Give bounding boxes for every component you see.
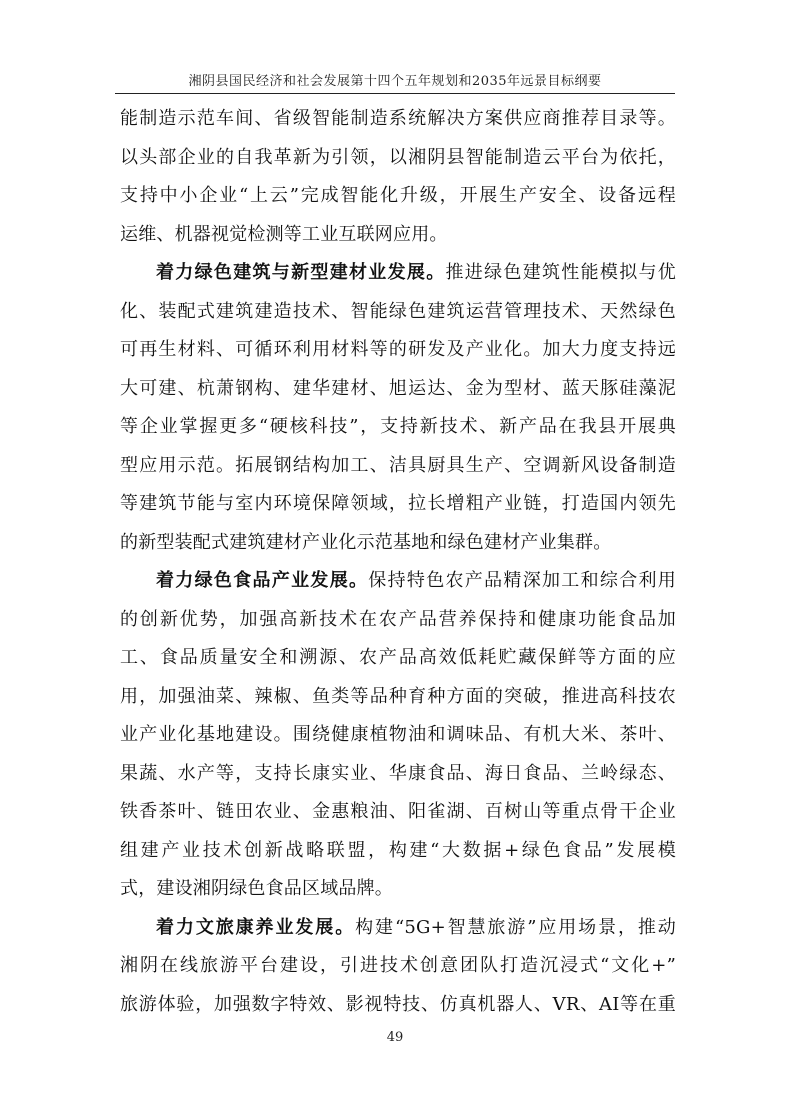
- paragraph-green-building: [120, 254, 676, 562]
- document-body: [120, 100, 676, 1024]
- text-run: 构建“5G+智慧旅游”应用场景，推动: [355, 916, 677, 938]
- text-line: 组建产业技术创新战略联盟，构建“大数据+绿色食品”发展模: [120, 839, 676, 861]
- paragraph-heading: 着力绿色建筑与新型建材业发展。: [156, 262, 446, 283]
- text-line: 化、装配式建筑建造技术、智能绿色建筑运营管理技术、天然绿色: [120, 300, 676, 322]
- text-line: 业产业化基地建设。围绕健康植物油和调味品、有机大米、茶叶、: [120, 724, 676, 745]
- text-line: 等建筑节能与室内环境保障领域，拉长增粗产业链，打造国内领先: [120, 493, 676, 514]
- paragraph-green-food: [120, 562, 676, 909]
- running-header: 湘阴县国民经济和社会发展第十四个五年规划和2035年远景目标纲要: [188, 74, 602, 89]
- paragraph-culture-tourism: [120, 909, 676, 1025]
- text-run: 推进绿色建筑性能模拟与优: [445, 262, 676, 283]
- text-line: 果蔬、水产等，支持长康实业、华康食品、海日食品、兰岭绿态、: [120, 762, 676, 784]
- text-line: 大可建、杭萧钢构、建华建材、旭运达、金为型材、蓝天豚硅藻泥: [120, 377, 676, 399]
- text-line: 用，加强油菜、辣椒、鱼类等品种育种方面的突破，推进高科技农: [120, 685, 676, 707]
- text-line: 工、食品质量安全和溯源、农产品高效低耗贮藏保鲜等方面的应: [120, 647, 676, 668]
- text-line: 运维、机器视觉检测等工业互联网应用。: [120, 223, 448, 245]
- text-line: 旅游体验，加强数字特效、影视特技、仿真机器人、VR、AI等在重: [120, 993, 676, 1015]
- text-line: 式，建设湘阴绿色食品区域品牌。: [120, 878, 393, 899]
- paragraph-smart-manufacturing: [120, 100, 676, 254]
- header-divider: [115, 93, 675, 94]
- paragraph-heading: 着力文旅康养业发展。: [156, 916, 356, 938]
- text-line: 以头部企业的自我革新为引领，以湘阴县智能制造云平台为依托，: [120, 146, 676, 168]
- text-line: [120, 562, 676, 601]
- text-line: 能制造示范车间、省级智能制造系统解决方案供应商推荐目录等。: [120, 108, 676, 129]
- paragraph-heading: 着力绿色食品产业发展。: [156, 570, 369, 591]
- text-line: 可再生材料、可循环利用材料等的研发及产业化。加大力度支持远: [120, 339, 676, 360]
- text-line: 的新型装配式建筑建材产业化示范基地和绿色建材产业集群。: [120, 531, 612, 553]
- text-line: [120, 254, 676, 293]
- text-line: 型应用示范。拓展钢结构加工、洁具厨具生产、空调新风设备制造: [120, 454, 676, 476]
- text-line: 的创新优势，加强高新技术在农产品营养保持和健康功能食品加: [120, 608, 676, 630]
- text-line: 湘阴在线旅游平台建设，引进技术创意团队打造沉浸式“文化+”: [120, 955, 676, 976]
- text-run: 保持特色农产品精深加工和综合利用: [368, 570, 676, 591]
- text-line: 等企业掌握更多“硬核科技”，支持新技术、新产品在我县开展典: [120, 416, 676, 437]
- text-line: [120, 909, 676, 948]
- text-line: 铁香茶叶、链田农业、金惠粮油、阳雀湖、百树山等重点骨干企业: [120, 801, 676, 822]
- page-number: 49: [386, 1030, 404, 1045]
- text-line: 支持中小企业“上云”完成智能化升级，开展生产安全、设备远程: [120, 185, 676, 206]
